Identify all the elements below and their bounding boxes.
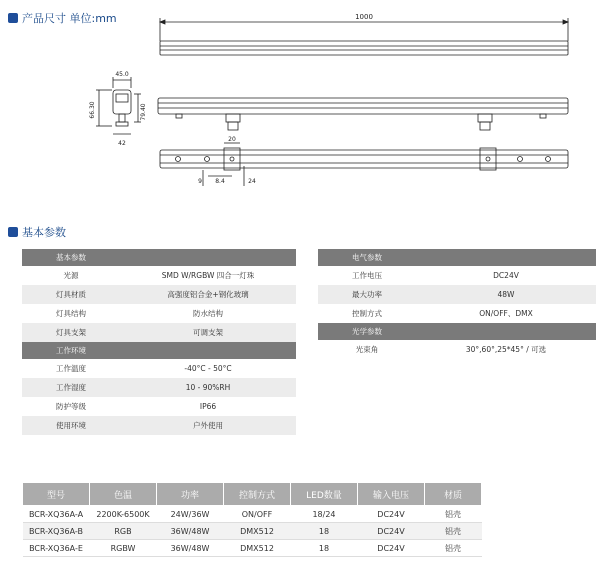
dim-base: 42	[118, 140, 126, 147]
spec-row: 光源 SMD W/RGBW 四合一灯珠	[63, 271, 255, 280]
dim-top: 20	[228, 136, 236, 143]
spec-row: 灯具材质 高强度铝合金+钢化玻璃	[22, 285, 296, 304]
dim-width: 45.0	[115, 71, 129, 78]
spec-row: 工作电压 DC24V	[352, 271, 519, 280]
dim-b: 8.4	[215, 178, 225, 185]
dim-length: 1000	[355, 13, 373, 21]
spec-row: 工作湿度 10 - 90%RH	[22, 378, 296, 397]
spec-row: 使用环境 户外使用	[22, 416, 296, 435]
dim-height-1: 66.30	[89, 101, 96, 119]
spec-row: 工作温度 -40°C - 50°C	[56, 364, 232, 373]
table-row: BCR-XQ36A-B RGB 36W/48W DMX512 18 DC24V 铝壳	[23, 523, 482, 540]
models-header-row: 型号 色温 功率 控制方式 LED数量 输入电压 材质	[23, 483, 482, 506]
spec-group-header: 电气参数	[318, 249, 596, 266]
spec-row: 灯具结构 防水结构	[56, 309, 223, 318]
spec-row: 灯具支架 可调支架	[22, 323, 296, 342]
basic-params-title	[8, 224, 66, 240]
left-spec-table	[22, 249, 296, 435]
product-size-label: 产品尺寸 单位:mm	[22, 12, 117, 25]
technical-drawing	[0, 0, 616, 200]
table-row: BCR-XQ36A-A 2200K-6500K 24W/36W ON/OFF 18/24 DC24V 铝壳	[23, 506, 482, 523]
spec-group-header: 基本参数	[22, 249, 296, 266]
spec-row: 最大功率 48W	[318, 285, 596, 304]
section-square-icon	[8, 227, 18, 237]
spec-group-header: 光学参数	[318, 323, 596, 340]
dim-height-2: 79.40	[140, 103, 147, 121]
dim-c: 24	[248, 178, 256, 185]
table-row: BCR-XQ36A-E RGBW 36W/48W DMX512 18 DC24V 铝壳	[23, 540, 482, 557]
right-spec-table	[318, 249, 596, 359]
spec-row: 控制方式 ON/OFF、DMX	[352, 309, 533, 318]
basic-params-label: 基本参数	[22, 226, 66, 239]
models-table	[22, 482, 482, 557]
spec-group-header: 工作环境	[22, 342, 296, 359]
spec-row: 防护等级 IP66	[56, 402, 217, 411]
dim-a: 9	[198, 178, 202, 185]
spec-row: 光束角 30°,60°,25*45° / 可选	[355, 345, 547, 354]
